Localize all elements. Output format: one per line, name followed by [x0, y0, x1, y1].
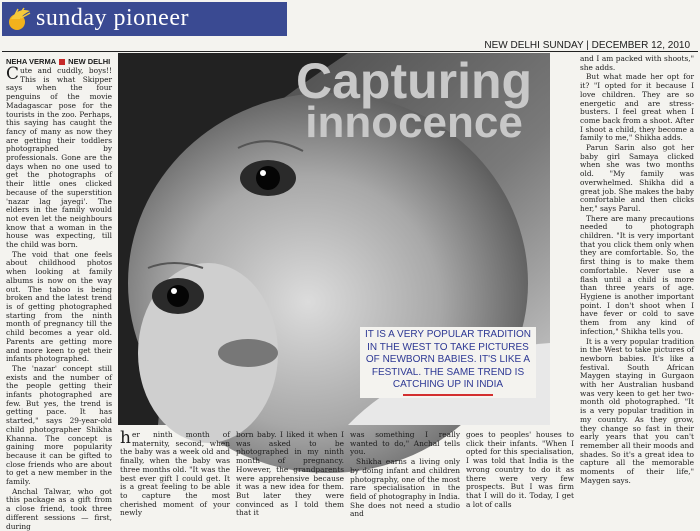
article-column-1: [6, 64, 112, 531]
dateline: NEW DELHI SUNDAY | DECEMBER 12, 2010: [484, 40, 690, 51]
paragraph: her ninth month of maternity, second, when the baby was a week old and finally, when the baby was three months old. "It was the best ever gift I could get. It is a great feeling to be able to capture the most cherished moment of your newly: [120, 428, 230, 518]
paragraph: Anchal Talwar, who got this package as a gift from a close friend, took three different sessions — first, during: [6, 486, 112, 531]
byline: [6, 57, 110, 66]
paragraph: It is a very popular tradition in the West to take pictures of newborn babies. It's like a festival. South African Maygen staying in Gurgaon with her Australian husband was very keen to get her two-month old photographed. "It is a very popular tradition in my country. As they grow, they change so fast in their early years that you can't remember all their moods and shades. So it's a great idea to capture all the memorable moments of their life," Maygen says.: [580, 336, 694, 485]
headline-line-1: Capturing: [296, 53, 533, 109]
article-column-6: [580, 55, 694, 509]
article-column-5: [466, 431, 574, 509]
article-column-2: [120, 428, 230, 518]
pull-quote-text: IT IS A VERY POPULAR TRADITION IN THE WEST TO TAKE PICTURES OF NEWBORN BABIES. IT'S LIKE A FESTIVAL. THE SAME TREND IS CATCHING UP IN INDIA: [365, 329, 531, 390]
headline: [296, 53, 533, 147]
article-column-4: [350, 430, 460, 519]
article-column-3: [236, 430, 344, 518]
headline-line-2: innocence: [305, 98, 523, 147]
masthead-title: sunday pioneer: [36, 5, 189, 31]
paragraph: was something I really wanted to do," Anchal tells you.: [350, 430, 460, 457]
paragraph: But what made her opt for it? "I opted for it because I love children. They are so energetic and are stress-busters. I feel great when I come back from a shoot. After I shoot a child, they become a family to me," Shikha adds.: [580, 72, 694, 143]
paragraph: and I am packed with shoots," she adds.: [580, 54, 694, 72]
sun-logo-icon: [6, 5, 32, 33]
pull-quote-underline: [403, 394, 493, 396]
masthead: [2, 2, 287, 36]
author-name: NEHA VERMA: [6, 57, 57, 66]
paragraph: Cute and cuddly, boys!! This is what Skipper says when the four penguins of the movie Madagascar pose for the tourists in the zoo. Perhaps, this saying has caught the fancy of many as now they are getting their toddlers photographed by professionals. Gone are the days when no one used to get the photographs of their little ones clicked because of the superstition 'nazar lag jayegi'. The elders in the family would not even let the neighbours know that a woman in the house was expecting, till the child was born.: [6, 64, 112, 250]
paragraph: Shikha earns a living only by doing infant and children photography, one of the most rare specialisation in the field of photography in India. She does not need a studio and: [350, 457, 460, 519]
paragraph: goes to peoples' houses to click their infants. "When I opted for this specialisation, I was told that India is the wrong country to do it as there were very few prospects. But I was firm that I will do it. Today, I get a lot of calls: [466, 430, 574, 509]
paragraph: Parun Sarin also got her baby girl Samaya clicked when she was two months old. "My family was overwhelmed. Shikha did a great job. She makes the baby comfortable and then clicks her," says Parul.: [580, 143, 694, 213]
paragraph: There are many precautions needed to photograph children. "It is very important that you click them only when they are comfortable. So, the first thing is to make them comfortable. Never use a flash until a child is more than three years of age. Hygiene is another important point. I don't shoot when I have fever or cold to save them from any kind of infection," Shikha tells you.: [580, 213, 694, 336]
paragraph: born baby. I liked it when I was asked to be photographed in my ninth month of pregnancy. However, the grandparents were apprehensive because it was a new idea for them. But later they were convinced as I told them that it: [236, 430, 344, 518]
byline-square-icon: [59, 59, 65, 65]
author-place: NEW DELHI: [68, 57, 111, 66]
pull-quote: [360, 327, 536, 398]
divider: [2, 51, 698, 52]
paragraph: The 'nazar' concept still exists and the number of the people getting their infants photographed are few. But yes, the trend is getting pace. It has started," says 29-year-old child photographer Shikha Khanna. The concept is gaining more popularity because it can be gifted to close friends who are about to get a new member in the family.: [6, 363, 112, 487]
paragraph: The void that one feels about childhood photos when looking at family albums is now on the way out. The taboo is being broken and the latest trend is of getting photographed starting from the ninth month of pregnancy till the child becomes a year old. Parents are getting more and more keen to get their infants photographed.: [6, 249, 112, 364]
